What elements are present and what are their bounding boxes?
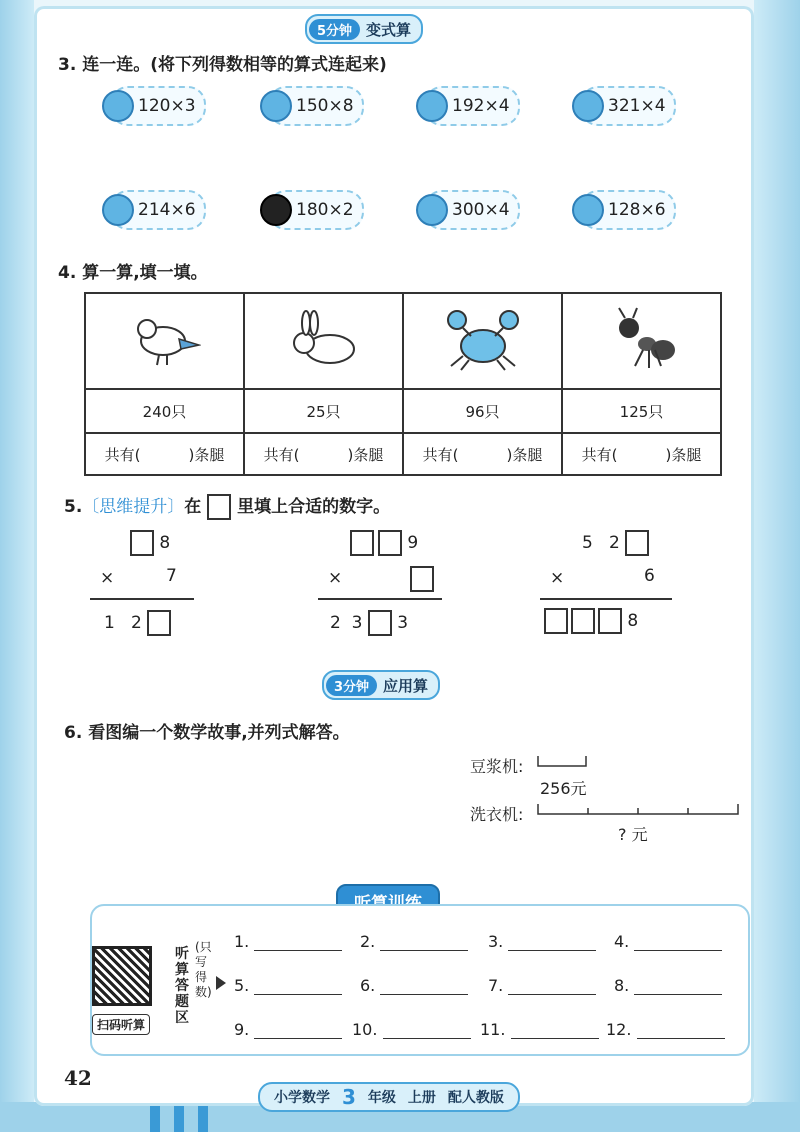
answer-slot[interactable]: 3. bbox=[488, 932, 596, 951]
ant-cell bbox=[562, 293, 721, 389]
q3-title: 3. 连一连。(将下列得数相等的算式连起来) bbox=[58, 55, 387, 75]
time-badge: 5分钟 bbox=[309, 19, 360, 40]
answer-slot[interactable]: 7. bbox=[488, 976, 596, 995]
soymilk-label: 豆浆机: bbox=[470, 757, 524, 776]
bird-icon bbox=[129, 307, 201, 371]
rabbit-icon bbox=[284, 307, 364, 371]
digit-box[interactable] bbox=[368, 610, 392, 636]
section-label: 变式算 bbox=[366, 20, 412, 39]
calc-3: 5 2 × 6 8 bbox=[540, 530, 680, 640]
section-label: 应用算 bbox=[383, 676, 429, 695]
lion-icon bbox=[416, 90, 448, 122]
expr-card[interactable]: 300×4 bbox=[424, 190, 520, 230]
time-badge: 3分钟 bbox=[326, 675, 377, 696]
square-symbol bbox=[207, 494, 231, 520]
answer-slot[interactable]: 2. bbox=[360, 932, 468, 951]
cow-icon bbox=[102, 90, 134, 122]
q6-title: 6. 看图编一个数学故事,并列式解答。 bbox=[64, 723, 350, 743]
legs-answer-cell[interactable]: 共有( )条腿 bbox=[562, 433, 721, 475]
expr-card[interactable]: 192×4 bbox=[424, 86, 520, 126]
left-binding-edge bbox=[0, 0, 34, 1132]
q5-title: 5.〔思维提升〕在 里填上合适的数字。 bbox=[64, 492, 390, 520]
digit-box[interactable] bbox=[378, 530, 402, 556]
digit-box[interactable] bbox=[350, 530, 374, 556]
answer-slot[interactable]: 4. bbox=[614, 932, 722, 951]
soymilk-bar bbox=[536, 754, 596, 770]
arrow-right-icon bbox=[216, 976, 226, 990]
expr-card[interactable]: 150×8 bbox=[268, 86, 364, 126]
answer-slot[interactable]: 6. bbox=[360, 976, 468, 995]
calc-1: 8 × 7 1 2 bbox=[90, 530, 200, 640]
answer-slot[interactable]: 5. bbox=[234, 976, 342, 995]
expr-card[interactable]: 180×2 bbox=[268, 190, 364, 230]
bird-cell bbox=[85, 293, 244, 389]
digit-box[interactable] bbox=[147, 610, 171, 636]
ant-icon bbox=[607, 306, 677, 372]
count-cell: 125只 bbox=[562, 389, 721, 433]
thinking-tag: 〔思维提升〕 bbox=[82, 497, 185, 517]
count-cell: 25只 bbox=[244, 389, 403, 433]
answer-slot[interactable]: 11. bbox=[480, 1020, 599, 1039]
washer-label: 洗衣机: bbox=[470, 805, 524, 824]
digit-box[interactable] bbox=[130, 530, 154, 556]
soymilk-price: 256元 bbox=[540, 779, 587, 798]
digit-box[interactable] bbox=[544, 608, 568, 634]
page-number: 42 bbox=[64, 1066, 92, 1090]
answer-slot[interactable]: 1. bbox=[234, 932, 342, 951]
digit-box[interactable] bbox=[410, 566, 434, 592]
legs-answer-cell[interactable]: 共有( )条腿 bbox=[85, 433, 244, 475]
answer-slot[interactable]: 10. bbox=[352, 1020, 471, 1039]
q4-title: 4. 算一算,填一填。 bbox=[58, 263, 208, 283]
crab-icon bbox=[443, 306, 523, 372]
section-tab-variant bbox=[305, 14, 423, 44]
answer-area-note: (只写得数) bbox=[195, 940, 212, 999]
legs-answer-cell[interactable]: 共有( )条腿 bbox=[244, 433, 403, 475]
cat-icon bbox=[572, 90, 604, 122]
expr-card[interactable]: 128×6 bbox=[580, 190, 676, 230]
qr-caption: 扫码听算 bbox=[92, 1014, 150, 1035]
tiger-icon bbox=[416, 194, 448, 226]
answer-slot[interactable]: 9. bbox=[234, 1020, 342, 1039]
count-cell: 240只 bbox=[85, 389, 244, 433]
mouse-icon bbox=[572, 194, 604, 226]
qr-code-icon[interactable] bbox=[92, 946, 152, 1006]
crab-cell bbox=[403, 293, 562, 389]
right-binding-edge bbox=[754, 0, 800, 1132]
calc-2: 9 × 2 3 3 bbox=[318, 530, 448, 640]
footer-book-info: 小学数学 3 年级 上册 配人教版 bbox=[258, 1082, 520, 1112]
animal-table bbox=[84, 292, 722, 476]
digit-box[interactable] bbox=[625, 530, 649, 556]
panda-icon bbox=[260, 194, 292, 226]
count-cell: 96只 bbox=[403, 389, 562, 433]
digit-box[interactable] bbox=[571, 608, 595, 634]
digit-box[interactable] bbox=[598, 608, 622, 634]
puppy-icon bbox=[260, 90, 292, 122]
washer-price: ? 元 bbox=[618, 825, 648, 844]
rabbit-cell bbox=[244, 293, 403, 389]
legs-answer-cell[interactable]: 共有( )条腿 bbox=[403, 433, 562, 475]
expr-card[interactable]: 214×6 bbox=[110, 190, 206, 230]
answer-slot[interactable]: 8. bbox=[614, 976, 722, 995]
expr-card[interactable]: 120×3 bbox=[110, 86, 206, 126]
answer-area-title: 听算答题区 bbox=[175, 946, 189, 1026]
expr-card[interactable]: 321×4 bbox=[580, 86, 676, 126]
washer-bar bbox=[536, 800, 746, 820]
section-tab-applied bbox=[322, 670, 440, 700]
dinosaur-icon bbox=[102, 194, 134, 226]
answer-slot[interactable]: 12. bbox=[606, 1020, 725, 1039]
